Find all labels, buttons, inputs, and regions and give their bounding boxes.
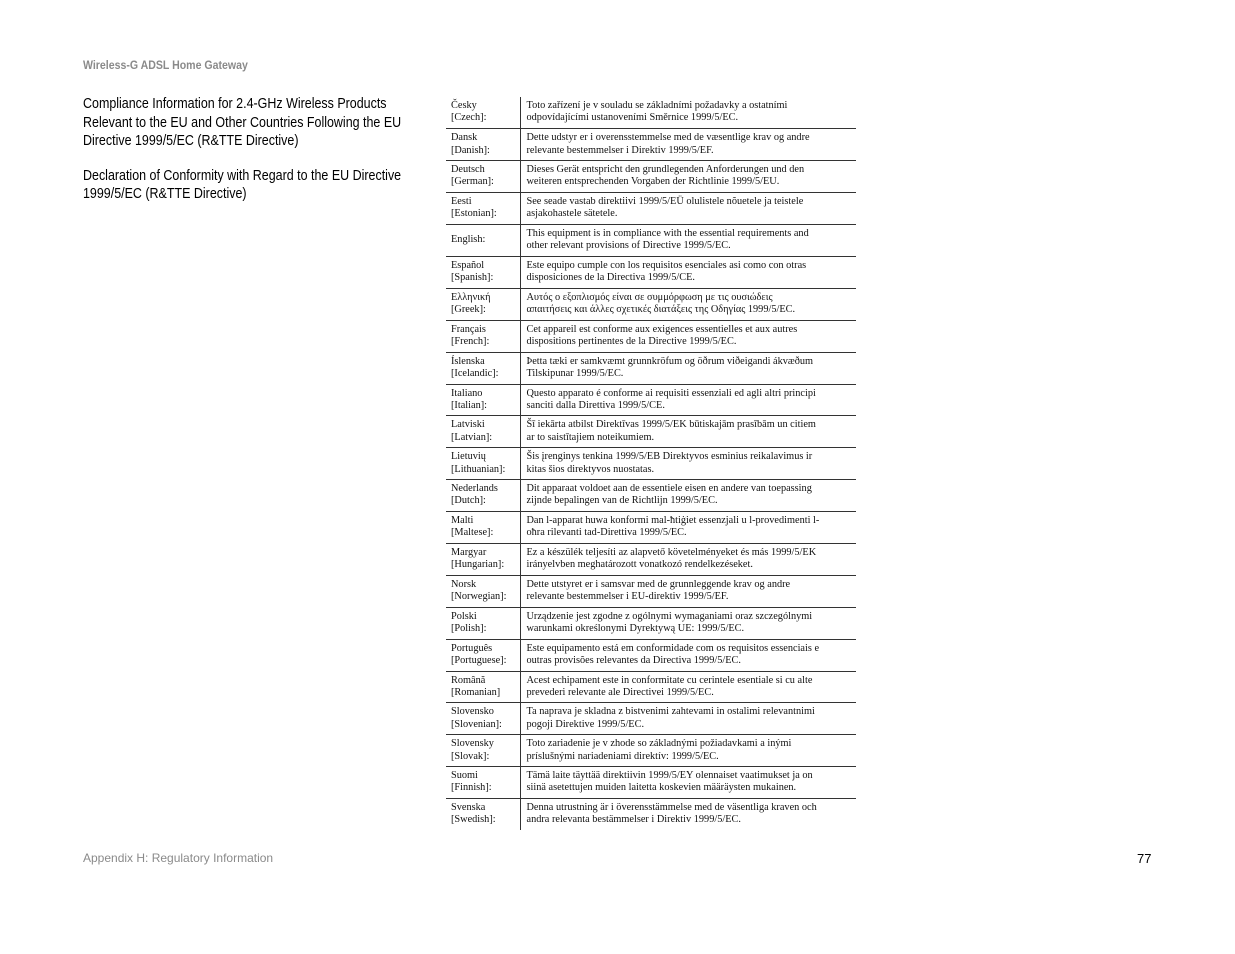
table-row bbox=[446, 225, 856, 257]
declaration-text-line: príslušnými nariadeniami direktív: 1999/5/EC. bbox=[526, 750, 719, 762]
language-code: [Dutch]: bbox=[451, 495, 486, 507]
declaration-text-line: Cet appareil est conforme aux exigences essentielles et aux autres bbox=[526, 323, 798, 335]
page-number: 77 bbox=[1137, 851, 1152, 866]
table-row bbox=[446, 671, 856, 703]
table-row bbox=[446, 480, 856, 512]
declaration-text-line: Este equipamento está em conformidade com os requisitos essenciais e bbox=[526, 642, 820, 654]
language-name: Lietuvių bbox=[451, 451, 486, 463]
declaration-text-cell bbox=[520, 607, 856, 639]
declaration-text-line: asjakohastele sätetele. bbox=[526, 208, 618, 220]
declaration-text-cell bbox=[520, 480, 856, 512]
language-name: Polski bbox=[451, 610, 477, 622]
language-name: Eesti bbox=[451, 196, 472, 208]
document-header: Wireless-G ADSL Home Gateway bbox=[83, 58, 248, 72]
declaration-text-cell bbox=[520, 225, 856, 257]
declaration-text-line: Denna utrustning är i överensstämmelse med de väsentliga kraven och bbox=[526, 802, 817, 814]
declaration-text-line: sanciti dalla Direttiva 1999/5/CE. bbox=[526, 399, 665, 411]
declaration-text-line: Αυτός ο εξοπλισμός είναι σε συμμόρφωση με τις ουσιώδεις bbox=[526, 291, 773, 303]
table-row bbox=[446, 735, 856, 767]
declaration-text-line: irányelvben meghatározott vonatkozó rendelkezéseket. bbox=[526, 559, 753, 571]
language-cell bbox=[446, 607, 520, 639]
table-row bbox=[446, 799, 856, 831]
language-code: [Greek]: bbox=[451, 304, 486, 316]
declaration-text-line: zijnde bepalingen van de Richtlijn 1999/5/EC. bbox=[526, 495, 718, 507]
declaration-text-cell bbox=[520, 543, 856, 575]
language-cell bbox=[446, 288, 520, 320]
declaration-text-line: Dan l-apparat huwa konformi mal-ħtiġiet essenzjali u l-provedimenti l- bbox=[526, 515, 820, 527]
language-cell bbox=[446, 767, 520, 799]
declaration-text-line: Toto zařízení je v souladu se základními požadavky a ostatními bbox=[526, 100, 788, 111]
language-code: [German]: bbox=[451, 176, 494, 188]
table-row bbox=[446, 512, 856, 544]
declaration-text-cell bbox=[520, 575, 856, 607]
declaration-text-line: Este equipo cumple con los requisitos esenciales asi como con otras bbox=[526, 259, 807, 271]
table-row bbox=[446, 384, 856, 416]
language-code: [Slovak]: bbox=[451, 750, 490, 762]
language-code: [Norwegian]: bbox=[451, 591, 507, 603]
declaration-text-line: Tilskipunar 1999/5/EC. bbox=[526, 367, 624, 379]
table-row bbox=[446, 416, 856, 448]
declaration-text-line: Ez a készülék teljesíti az alapvető követelményeket és más 1999/5/EK bbox=[526, 546, 817, 558]
table-row bbox=[446, 607, 856, 639]
language-code: [Portuguese]: bbox=[451, 654, 507, 666]
language-name: Svenska bbox=[451, 802, 486, 814]
language-cell bbox=[446, 320, 520, 352]
language-code: [Spanish]: bbox=[451, 272, 494, 284]
language-name: Português bbox=[451, 642, 493, 654]
declaration-text-line: Šī iekārta atbilst Direktīvas 1999/5/EK būtiskajām prasībām un citiem bbox=[526, 419, 816, 431]
declaration-text-line: relevante bestemmelser i EU-direktiv 1999/5/EF. bbox=[526, 591, 729, 603]
declaration-table-container bbox=[446, 97, 856, 830]
language-code: [Lithuanian]: bbox=[451, 463, 506, 475]
language-cell bbox=[446, 384, 520, 416]
language-cell bbox=[446, 161, 520, 193]
language-cell bbox=[446, 703, 520, 735]
language-name: Español bbox=[451, 259, 485, 271]
language-name: Français bbox=[451, 323, 486, 335]
table-row bbox=[446, 767, 856, 799]
language-cell bbox=[446, 799, 520, 831]
language-cell bbox=[446, 193, 520, 225]
declaration-text-cell bbox=[520, 448, 856, 480]
language-code: [Italian]: bbox=[451, 399, 488, 411]
declaration-table bbox=[446, 97, 856, 830]
declaration-text-line: απαιτήσεις και άλλες σχετικές διατάξεις της Οδηγίας 1999/5/EC. bbox=[526, 304, 796, 316]
table-row bbox=[446, 97, 856, 129]
language-code: [Romanian] bbox=[451, 686, 501, 698]
declaration-text-line: Dieses Gerät entspricht den grundlegenden Anforderungen und den bbox=[526, 164, 805, 176]
declaration-text-line: Toto zariadenie je v zhode so základnými požiadavkami a inými bbox=[526, 738, 792, 750]
declaration-text-line: oħra rilevanti tad-Direttiva 1999/5/EC. bbox=[526, 527, 687, 539]
declaration-text-cell bbox=[520, 256, 856, 288]
language-cell bbox=[446, 543, 520, 575]
declaration-text-line: kitas šios direktyvos nuostatas. bbox=[526, 463, 655, 475]
language-cell bbox=[446, 97, 520, 129]
declaration-text-line: outras provisões relevantes da Directiva 1999/5/EC. bbox=[526, 654, 741, 666]
table-row bbox=[446, 256, 856, 288]
declaration-text-line: See seade vastab direktiivi 1999/5/EÜ olulistele nõuetele ja teistele bbox=[526, 196, 804, 208]
declaration-text-cell bbox=[520, 320, 856, 352]
language-cell bbox=[446, 448, 520, 480]
language-name: Ελληνική bbox=[451, 291, 491, 303]
language-code: [Icelandic]: bbox=[451, 367, 499, 379]
language-code: [Estonian]: bbox=[451, 208, 497, 220]
table-row bbox=[446, 193, 856, 225]
declaration-text-cell bbox=[520, 639, 856, 671]
table-row bbox=[446, 575, 856, 607]
declaration-heading: Declaration of Conformity with Regard to the EU Directive 1999/5/EC (R&TTE Directive) bbox=[83, 167, 402, 202]
declaration-text-line: Questo apparato é conforme ai requisiti essenziali ed agli altri principi bbox=[526, 387, 816, 399]
language-code: [French]: bbox=[451, 335, 490, 347]
language-cell bbox=[446, 225, 520, 257]
declaration-text-cell bbox=[520, 97, 856, 129]
language-name: Íslenska bbox=[451, 355, 485, 367]
declaration-text-line: Šis įrenginys tenkina 1999/5/EB Direktyvos esminius reikalavimus ir bbox=[526, 451, 813, 463]
language-cell bbox=[446, 575, 520, 607]
declaration-text-line: Dit apparaat voldoet aan de essentiele eisen en andere van toepassing bbox=[526, 483, 812, 495]
declaration-text-line: disposiciones de la Directiva 1999/5/CE. bbox=[526, 272, 695, 284]
language-name: Nederlands bbox=[451, 483, 498, 495]
language-cell bbox=[446, 416, 520, 448]
table-row bbox=[446, 543, 856, 575]
language-cell bbox=[446, 256, 520, 288]
language-name: Slovensko bbox=[451, 706, 494, 718]
declaration-text-cell bbox=[520, 352, 856, 384]
declaration-text-line: odpovídajícími ustanoveními Směrnice 1999/5/EC. bbox=[526, 112, 739, 124]
declaration-text-cell bbox=[520, 384, 856, 416]
table-row bbox=[446, 703, 856, 735]
language-code: [Maltese]: bbox=[451, 527, 494, 539]
table-row bbox=[446, 288, 856, 320]
declaration-text-line: weiteren entsprechenden Vorgaben der Richtlinie 1999/5/EU. bbox=[526, 176, 780, 188]
table-row bbox=[446, 448, 856, 480]
declaration-text-cell bbox=[520, 129, 856, 161]
declaration-table-body bbox=[446, 97, 856, 830]
language-name: Malti bbox=[451, 515, 474, 527]
declaration-text-line: pogoji Direktive 1999/5/EC. bbox=[526, 718, 645, 730]
footer-section-title: Appendix H: Regulatory Information bbox=[83, 851, 274, 865]
declaration-text-cell bbox=[520, 703, 856, 735]
table-row bbox=[446, 639, 856, 671]
language-code: [Finnish]: bbox=[451, 782, 492, 794]
declaration-text-line: Tämä laite täyttää direktiivin 1999/5/EY olennaiset vaatimukset ja on bbox=[526, 770, 813, 782]
section-headings bbox=[83, 95, 483, 204]
language-cell bbox=[446, 512, 520, 544]
declaration-text-line: Ta naprava je skladna z bistvenimi zahtevami in ostalimi relevantnimi bbox=[526, 706, 815, 718]
table-row bbox=[446, 320, 856, 352]
language-code: [Slovenian]: bbox=[451, 718, 502, 730]
language-name: Norsk bbox=[451, 578, 477, 590]
language-name: English: bbox=[451, 234, 486, 246]
declaration-text-cell bbox=[520, 671, 856, 703]
declaration-text-line: This equipment is in compliance with the essential requirements and bbox=[526, 228, 809, 240]
declaration-text-cell bbox=[520, 416, 856, 448]
language-cell bbox=[446, 352, 520, 384]
language-name: Suomi bbox=[451, 770, 478, 782]
language-code: [Danish]: bbox=[451, 144, 490, 156]
language-name: Română bbox=[451, 674, 486, 686]
declaration-text-cell bbox=[520, 735, 856, 767]
declaration-text-line: relevante bestemmelser i Direktiv 1999/5/EF. bbox=[526, 144, 714, 156]
declaration-text-cell bbox=[520, 288, 856, 320]
language-name: Margyar bbox=[451, 546, 487, 558]
language-cell bbox=[446, 671, 520, 703]
language-name: Česky bbox=[451, 100, 477, 111]
declaration-text-line: dispositions pertinentes de la Directive 1999/5/EC. bbox=[526, 335, 737, 347]
declaration-text-line: andra relevanta bestämmelser i Direktiv 1999/5/EC. bbox=[526, 814, 741, 826]
language-cell bbox=[446, 639, 520, 671]
declaration-text-cell bbox=[520, 799, 856, 831]
language-name: Slovensky bbox=[451, 738, 494, 750]
language-code: [Polish]: bbox=[451, 622, 487, 634]
language-name: Italiano bbox=[451, 387, 483, 399]
language-name: Dansk bbox=[451, 132, 478, 144]
language-name: Deutsch bbox=[451, 164, 485, 176]
language-code: [Latvian]: bbox=[451, 431, 493, 443]
language-cell bbox=[446, 735, 520, 767]
declaration-text-line: other relevant provisions of Directive 1999/5/EC. bbox=[526, 240, 731, 252]
language-code: [Czech]: bbox=[451, 112, 487, 124]
language-code: [Swedish]: bbox=[451, 814, 496, 826]
declaration-text-cell bbox=[520, 161, 856, 193]
declaration-text-line: warunkami określonymi Dyrektywą UE: 1999/5/EC. bbox=[526, 622, 745, 634]
declaration-text-cell bbox=[520, 193, 856, 225]
language-cell bbox=[446, 129, 520, 161]
declaration-text-line: Dette utstyret er i samsvar med de grunnleggende krav og andre bbox=[526, 578, 791, 590]
declaration-text-line: ar to saistītajiem noteikumiem. bbox=[526, 431, 655, 443]
declaration-text-line: Urządzenie jest zgodne z ogólnymi wymaganiami oraz szczególnymi bbox=[526, 610, 813, 622]
table-row bbox=[446, 161, 856, 193]
compliance-heading: Compliance Information for 2.4-GHz Wireless Products Relevant to the EU and Other Countries Following the EU Directive 1999/5/EC (R&TTE Directive) bbox=[83, 96, 402, 149]
table-row bbox=[446, 129, 856, 161]
language-cell bbox=[446, 480, 520, 512]
declaration-text-line: prevederi relevante ale Directivei 1999/5/EC. bbox=[526, 686, 714, 698]
declaration-text-cell bbox=[520, 767, 856, 799]
declaration-text-line: Dette udstyr er i overensstemmelse med de væsentlige krav og andre bbox=[526, 132, 810, 144]
language-name: Latviski bbox=[451, 419, 485, 431]
declaration-text-line: Þetta tæki er samkvæmt grunnkröfum og öðrum viðeigandi ákvæðum bbox=[526, 355, 814, 367]
table-row bbox=[446, 352, 856, 384]
language-code: [Hungarian]: bbox=[451, 559, 505, 571]
declaration-text-line: Acest echipament este in conformitate cu cerintele esentiale si cu alte bbox=[526, 674, 813, 686]
declaration-text-line: siinä asetettujen muiden laitetta koskevien määräysten mukainen. bbox=[526, 782, 797, 794]
declaration-text-cell bbox=[520, 512, 856, 544]
